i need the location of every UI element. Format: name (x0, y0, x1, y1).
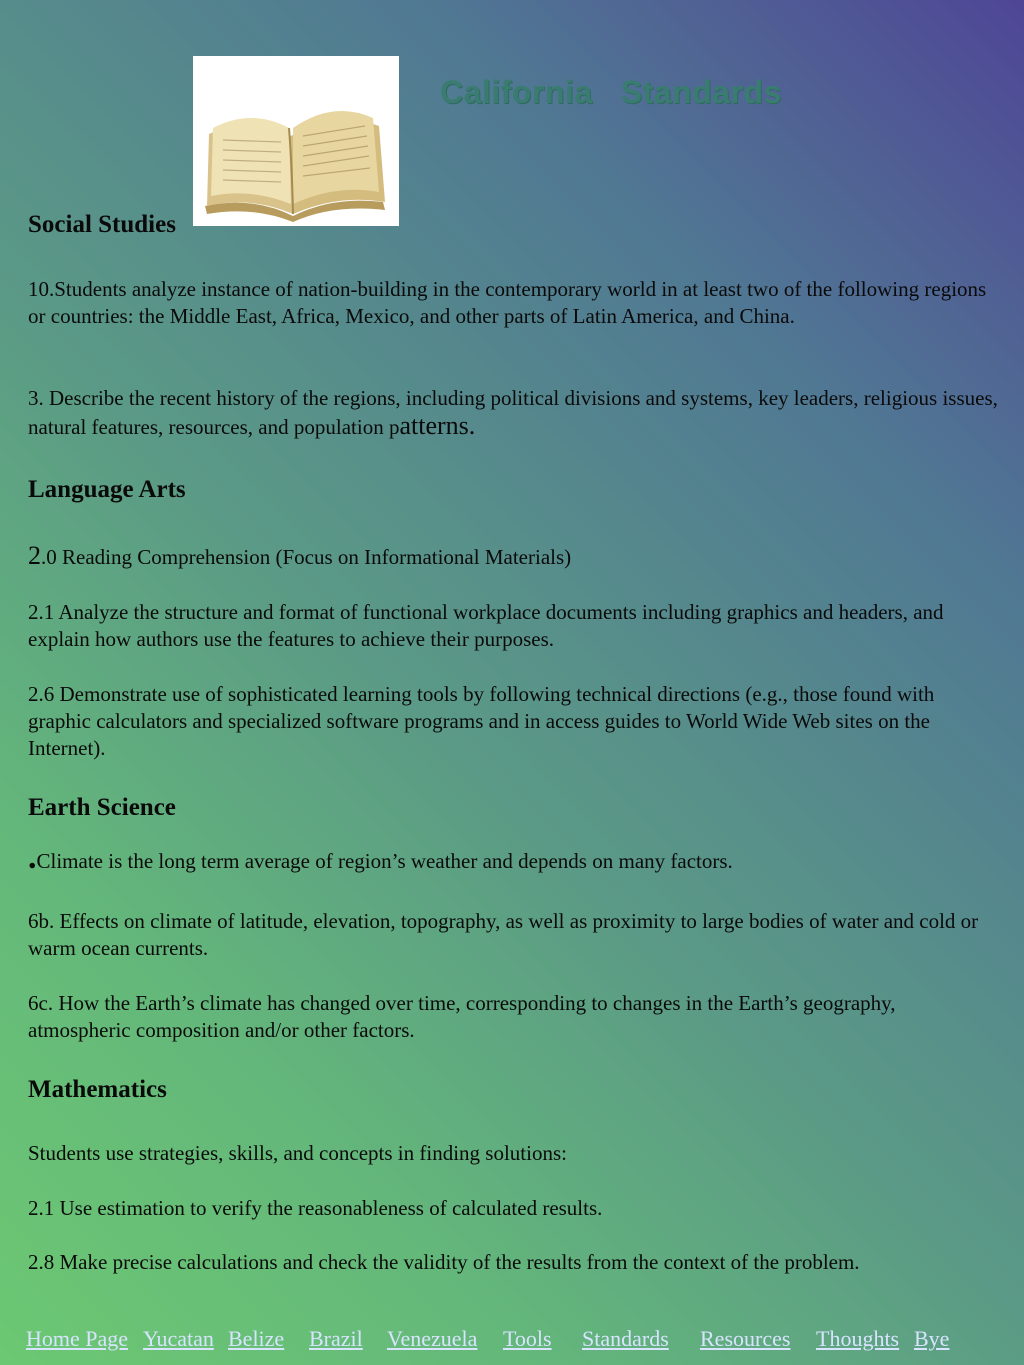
language-arts-standard-2-0-lead: 2 (28, 541, 41, 570)
nav-link-home-page[interactable]: Home Page (26, 1326, 129, 1351)
open-book-icon (193, 56, 399, 226)
language-arts-heading: Language Arts (28, 476, 186, 503)
nav-link-belize[interactable]: Belize (228, 1326, 285, 1351)
mathematics-intro: Students use strategies, skills, and concepts in finding solutions: (28, 1141, 567, 1165)
language-arts-standard-2-6: 2.6 Demonstrate use of sophisticated learning tools by following technical directions (e.g., those found with graphic calculators and specialized software programs and in access guides to World Wide Web sites on the Internet). (28, 682, 935, 760)
earth-science-climate-text: Climate is the long term average of region’s weather and depends on many factors. (36, 849, 733, 873)
nav-link-bye[interactable]: Bye (914, 1326, 950, 1351)
social-studies-heading: Social Studies (28, 211, 176, 238)
page-title: California Standards (440, 74, 782, 110)
language-arts-standard-2-0 (28, 542, 998, 571)
open-book-image (193, 56, 399, 226)
nav-link-yucatan[interactable]: Yucatan (143, 1326, 214, 1351)
earth-science-standard-6b: 6b. Effects on climate of latitude, elevation, topography, as well as proximity to large bodies of water and cold or warm ocean currents. (28, 909, 979, 960)
social-studies-standard-3-tail: atterns. (399, 411, 476, 440)
earth-science-bullet-dot: . (28, 839, 37, 876)
language-arts-standard-2-0-text: .0 Reading Comprehension (Focus on Informational Materials) (41, 545, 572, 569)
nav-link-thoughts[interactable]: Thoughts (816, 1326, 900, 1351)
nav-link-venezuela[interactable]: Venezuela (387, 1326, 478, 1351)
earth-science-standard-6c: 6c. How the Earth’s climate has changed over time, corresponding to changes in the Earth’s geography, atmospheric composition and/or other factors. (28, 991, 896, 1042)
nav-link-tools[interactable]: Tools (503, 1326, 552, 1351)
nav-link-standards[interactable]: Standards (582, 1326, 669, 1351)
nav-link-resources[interactable]: Resources (700, 1326, 791, 1351)
mathematics-heading: Mathematics (28, 1076, 167, 1103)
language-arts-standard-2-1: 2.1 Analyze the structure and format of functional workplace documents including graphics and headers, and explain how authors use the features to achieve their purposes. (28, 600, 944, 651)
mathematics-standard-2-8: 2.8 Make precise calculations and check the validity of the results from the context of the problem. (28, 1250, 860, 1274)
nav-link-brazil[interactable]: Brazil (309, 1326, 363, 1351)
social-studies-standard-3-main: 3. Describe the recent history of the regions, including political divisions and systems, key leaders, religious issues, natural features, resources, and population p (28, 386, 998, 439)
footer-nav (26, 1326, 1016, 1356)
earth-science-climate (28, 839, 998, 876)
earth-science-heading: Earth Science (28, 794, 176, 821)
social-studies-standard-3 (28, 385, 998, 441)
social-studies-standard-10: 10.Students analyze instance of nation-building in the contemporary world in at least two of the following regions or countries: the Middle East, Africa, Mexico, and other parts of Latin America, and China. (28, 277, 987, 328)
mathematics-standard-2-1: 2.1 Use estimation to verify the reasonableness of calculated results. (28, 1196, 603, 1220)
